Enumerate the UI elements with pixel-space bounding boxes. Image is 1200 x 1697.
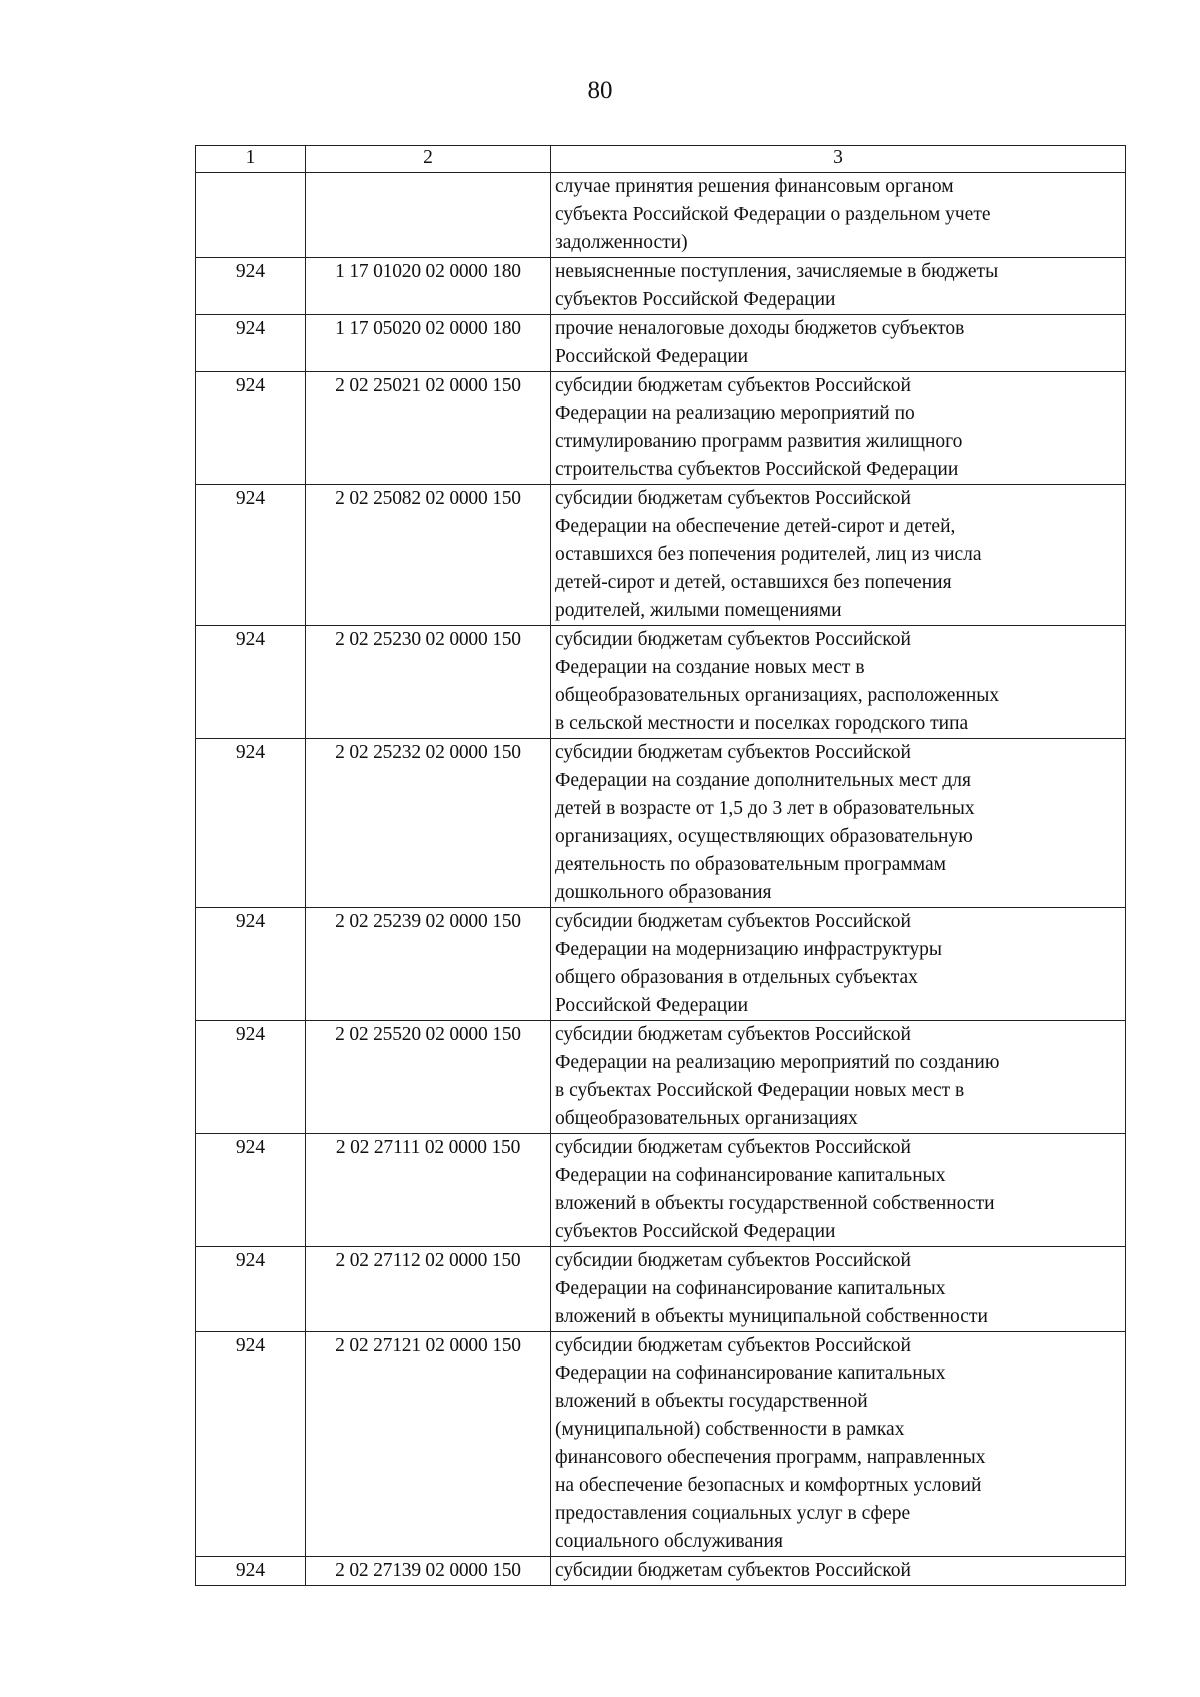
column-header-2: 2 [306, 146, 551, 173]
table-row [196, 372, 1126, 485]
description-line: стимулированию программ развития жилищного [555, 431, 963, 452]
budget-classification-table [195, 145, 1126, 1586]
budget-code-cell: 2 02 27111 02 0000 150 [306, 1134, 551, 1247]
revenue-description-cell [551, 739, 1126, 908]
revenue-description-cell [551, 1247, 1126, 1332]
admin-code-cell: 924 [196, 1557, 306, 1586]
description-line: субсидии бюджетам субъектов Российской [555, 1560, 911, 1581]
description-line: в сельской местности и поселках городского типа [555, 713, 969, 734]
description-line: Федерации на реализацию мероприятий по созданию [555, 1052, 1000, 1073]
admin-code-cell: 924 [196, 485, 306, 626]
admin-code-cell: 924 [196, 258, 306, 315]
admin-code-cell: 924 [196, 626, 306, 739]
revenue-description-cell [551, 1021, 1126, 1134]
description-line: субсидии бюджетам субъектов Российской [555, 1137, 911, 1158]
description-line: вложений в объекты государственной собственности [555, 1193, 995, 1214]
table-row [196, 173, 1126, 258]
description-line: социального обслуживания [555, 1531, 783, 1552]
description-line: дошкольного образования [555, 882, 772, 903]
description-line: Федерации на софинансирование капитальных [555, 1278, 946, 1299]
budget-code-cell: 2 02 25082 02 0000 150 [306, 485, 551, 626]
description-line: детей в возрасте от 1,5 до 3 лет в образовательных [555, 798, 975, 819]
table-row [196, 739, 1126, 908]
description-line: Федерации на обеспечение детей-сирот и детей, [555, 516, 956, 537]
description-line: случае принятия решения финансовым органом [555, 176, 954, 197]
admin-code-cell: 924 [196, 1332, 306, 1557]
budget-code-cell: 2 02 27121 02 0000 150 [306, 1332, 551, 1557]
admin-code-cell: 924 [196, 739, 306, 908]
description-line: субъекта Российской Федерации о раздельном учете [555, 204, 991, 225]
description-line: задолженности) [555, 232, 688, 253]
budget-code-cell [306, 173, 551, 258]
description-line: Федерации на софинансирование капитальных [555, 1165, 946, 1186]
description-line: Федерации на создание дополнительных мест для [555, 770, 971, 791]
table-row [196, 1557, 1126, 1586]
revenue-description-cell [551, 315, 1126, 372]
description-line: в субъектах Российской Федерации новых мест в [555, 1080, 965, 1101]
description-line: прочие неналоговые доходы бюджетов субъектов [555, 318, 965, 339]
description-line: субсидии бюджетам субъектов Российской [555, 911, 911, 932]
description-line: Российской Федерации [555, 995, 749, 1016]
description-line: субсидии бюджетам субъектов Российской [555, 629, 911, 650]
description-line: предоставления социальных услуг в сфере [555, 1503, 911, 1524]
column-header-1: 1 [196, 146, 306, 173]
description-line: Российской Федерации [555, 346, 749, 367]
revenue-description-cell [551, 173, 1126, 258]
budget-code-cell: 2 02 27112 02 0000 150 [306, 1247, 551, 1332]
budget-code-cell: 2 02 25232 02 0000 150 [306, 739, 551, 908]
table-row [196, 485, 1126, 626]
description-line: оставшихся без попечения родителей, лиц из числа [555, 544, 982, 565]
description-line: субсидии бюджетам субъектов Российской [555, 488, 911, 509]
admin-code-cell: 924 [196, 908, 306, 1021]
description-line: субсидии бюджетам субъектов Российской [555, 742, 911, 763]
revenue-description-cell [551, 1134, 1126, 1247]
revenue-description-cell [551, 1557, 1126, 1586]
page-number: 80 [587, 77, 613, 104]
description-line: общеобразовательных организациях, расположенных [555, 685, 1000, 706]
admin-code-cell: 924 [196, 1247, 306, 1332]
description-line: субъектов Российской Федерации [555, 1221, 836, 1242]
revenue-description-cell [551, 626, 1126, 739]
admin-code-cell: 924 [196, 372, 306, 485]
table-row [196, 1021, 1126, 1134]
table-body [196, 173, 1126, 1586]
description-line: Федерации на модернизацию инфраструктуры [555, 939, 942, 960]
admin-code-cell: 924 [196, 1134, 306, 1247]
description-line: родителей, жилыми помещениями [555, 600, 842, 621]
table-row [196, 258, 1126, 315]
description-line: Федерации на реализацию мероприятий по [555, 403, 915, 424]
budget-code-cell: 2 02 25239 02 0000 150 [306, 908, 551, 1021]
budget-code-cell: 2 02 25230 02 0000 150 [306, 626, 551, 739]
budget-code-cell: 1 17 01020 02 0000 180 [306, 258, 551, 315]
description-line: общего образования в отдельных субъектах [555, 967, 918, 988]
budget-code-cell: 1 17 05020 02 0000 180 [306, 315, 551, 372]
description-line: Федерации на создание новых мест в [555, 657, 865, 678]
admin-code-cell [196, 173, 306, 258]
revenue-description-cell [551, 1332, 1126, 1557]
description-line: субсидии бюджетам субъектов Российской [555, 375, 911, 396]
description-line: деятельность по образовательным программам [555, 854, 946, 875]
budget-code-cell: 2 02 25520 02 0000 150 [306, 1021, 551, 1134]
table-row [196, 908, 1126, 1021]
column-header-3: 3 [551, 146, 1126, 173]
description-line: на обеспечение безопасных и комфортных условий [555, 1475, 982, 1496]
table-row [196, 1247, 1126, 1332]
budget-code-cell: 2 02 25021 02 0000 150 [306, 372, 551, 485]
revenue-description-cell [551, 258, 1126, 315]
description-line: финансового обеспечения программ, направленных [555, 1447, 986, 1468]
description-line: невыясненные поступления, зачисляемые в бюджеты [555, 261, 999, 282]
description-line: детей-сирот и детей, оставшихся без попечения [555, 572, 952, 593]
revenue-description-cell [551, 485, 1126, 626]
admin-code-cell: 924 [196, 315, 306, 372]
description-line: общеобразовательных организациях [555, 1108, 858, 1129]
description-line: организациях, осуществляющих образовательную [555, 826, 973, 847]
description-line: строительства субъектов Российской Федерации [555, 459, 959, 480]
revenue-description-cell [551, 372, 1126, 485]
admin-code-cell: 924 [196, 1021, 306, 1134]
table-row [196, 626, 1126, 739]
table-row [196, 1134, 1126, 1247]
description-line: субъектов Российской Федерации [555, 289, 836, 310]
revenue-description-cell [551, 908, 1126, 1021]
description-line: вложений в объекты государственной [555, 1391, 868, 1412]
description-line: субсидии бюджетам субъектов Российской [555, 1024, 911, 1045]
description-line: вложений в объекты муниципальной собственности [555, 1306, 988, 1327]
table-header-row [196, 146, 1126, 173]
budget-code-cell: 2 02 27139 02 0000 150 [306, 1557, 551, 1586]
description-line: субсидии бюджетам субъектов Российской [555, 1335, 911, 1356]
description-line: субсидии бюджетам субъектов Российской [555, 1250, 911, 1271]
table-row [196, 1332, 1126, 1557]
description-line: Федерации на софинансирование капитальных [555, 1363, 946, 1384]
table-row [196, 315, 1126, 372]
description-line: (муниципальной) собственности в рамках [555, 1419, 905, 1440]
